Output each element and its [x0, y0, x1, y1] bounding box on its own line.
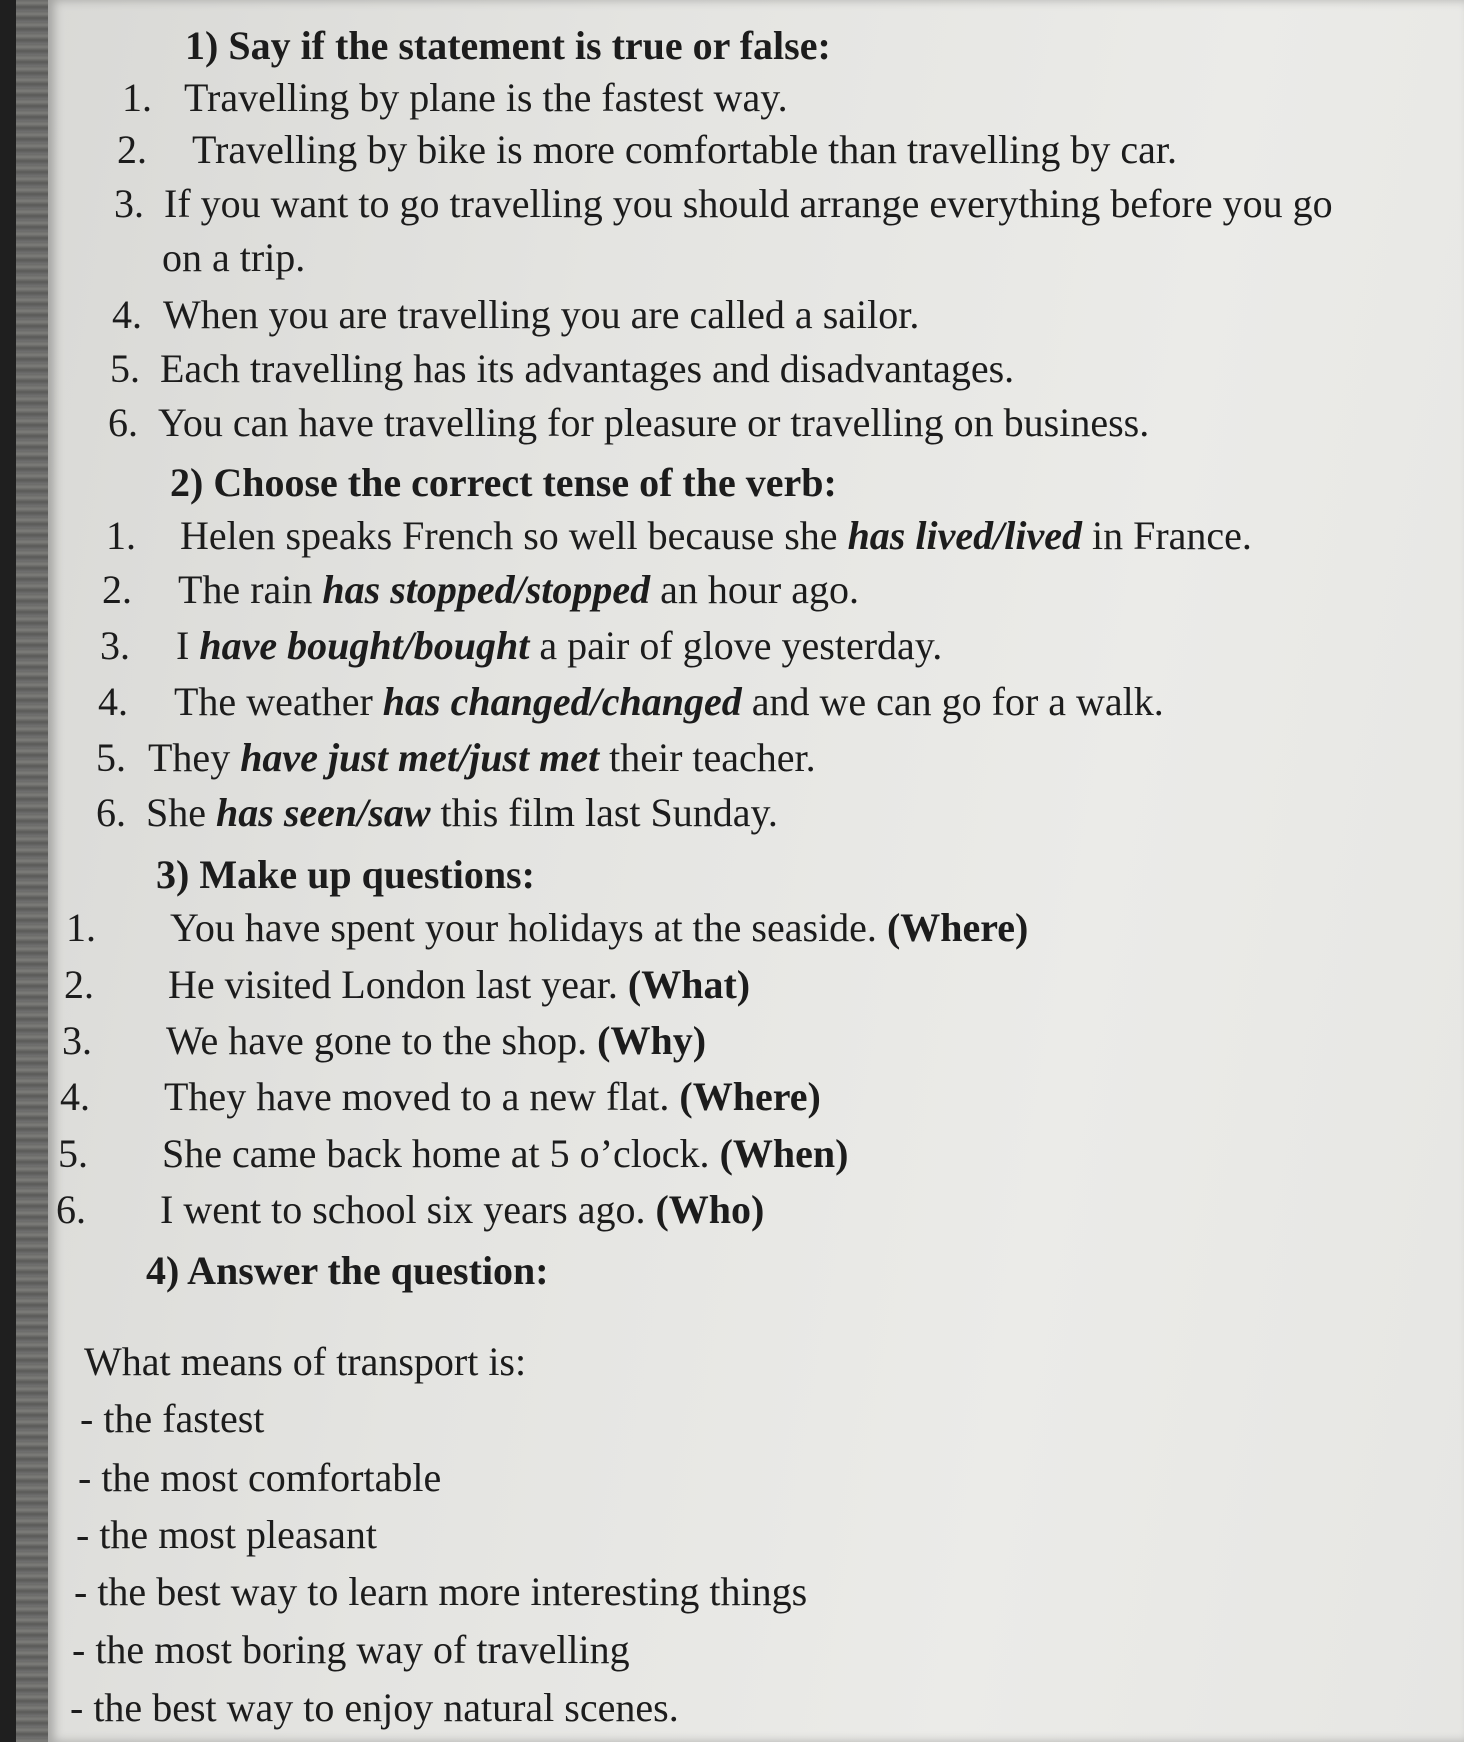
answer-intro: What means of transport is:: [84, 1339, 527, 1384]
item-text: Each travelling has its advantages and disadvantages.: [160, 346, 1015, 391]
item-number: 2.: [64, 962, 94, 1007]
item-number: 3.: [114, 181, 144, 226]
sentence-end: a pair of glove yesterday.: [529, 623, 943, 668]
sentence-start: I: [176, 623, 200, 668]
item-number: 6.: [56, 1187, 86, 1232]
section-2-heading: 2) Choose the correct tense of the verb:: [170, 460, 837, 505]
verb-choice: has lived/lived: [847, 513, 1082, 558]
statement-text: They have moved to a new flat.: [164, 1074, 680, 1119]
verb-choice: has changed/changed: [382, 679, 742, 724]
section-1-heading: 1) Say if the statement is true or false:: [185, 23, 831, 68]
answer-item: - the fastest: [80, 1396, 265, 1441]
item-number: 4.: [60, 1074, 90, 1119]
answer-item: - the most boring way of travelling: [72, 1627, 630, 1672]
sentence-start: They: [148, 735, 241, 780]
item-number: 5.: [96, 735, 126, 780]
answer-item: - the most pleasant: [76, 1512, 378, 1557]
verb-choice: have just met/just met: [240, 735, 600, 780]
item-number: 5.: [110, 346, 140, 391]
sentence-end: their teacher.: [599, 735, 816, 780]
sentence-end: and we can go for a walk.: [741, 679, 1164, 724]
question-word: (What): [627, 962, 751, 1007]
statement-text: She came back home at 5 o’clock.: [162, 1131, 720, 1176]
item-number: 1.: [106, 513, 136, 558]
sentence-start: The weather: [174, 679, 383, 724]
sentence-start: Helen speaks French so well because she: [180, 513, 848, 558]
item-number: 2.: [117, 127, 147, 172]
item-number: 3.: [100, 623, 130, 668]
statement-text: We have gone to the shop.: [166, 1018, 598, 1063]
item-number: 4.: [112, 292, 142, 337]
item-text: Travelling by bike is more comfortable than travelling by car.: [192, 127, 1177, 172]
item-number: 2.: [102, 567, 132, 612]
answer-item: - the best way to learn more interesting things: [74, 1569, 808, 1614]
answer-item: - the best way to enjoy natural scenes.: [70, 1685, 679, 1730]
item-text: Travelling by plane is the fastest way.: [184, 75, 788, 120]
item-text-continuation: on a trip.: [162, 235, 306, 280]
item-number: 1.: [122, 75, 152, 120]
item-text: If you want to go travelling you should arrange everything before you go: [164, 181, 1333, 226]
item-number: 6.: [108, 400, 138, 445]
answer-item: - the most comfortable: [78, 1455, 442, 1500]
item-number: 4.: [98, 679, 128, 724]
statement-text: He visited London last year.: [168, 962, 628, 1007]
sentence-end: this film last Sunday.: [430, 790, 778, 835]
item-number: 1.: [66, 905, 96, 950]
section-4-heading: 4) Answer the question:: [146, 1248, 549, 1293]
sentence-end: in France.: [1081, 513, 1252, 558]
question-word: (Who): [655, 1187, 765, 1232]
item-text: You can have travelling for pleasure or travelling on business.: [158, 400, 1150, 445]
sentence-end: an hour ago.: [650, 567, 859, 612]
item-number: 6.: [96, 790, 126, 835]
sentence-start: She: [146, 790, 216, 835]
verb-choice: has seen/saw: [216, 790, 431, 835]
item-text: When you are travelling you are called a sailor.: [163, 292, 920, 337]
statement-text: I went to school six years ago.: [160, 1187, 656, 1232]
sentence-start: The rain: [178, 567, 323, 612]
verb-choice: has stopped/stopped: [322, 567, 651, 612]
statement-text: You have spent your holidays at the seaside.: [170, 905, 887, 950]
item-number: 3.: [62, 1018, 92, 1063]
item-number: 5.: [58, 1131, 88, 1176]
verb-choice: have bought/bought: [199, 623, 530, 668]
background-edge: [0, 0, 16, 1742]
question-word: (When): [719, 1131, 849, 1176]
question-word: (Where): [679, 1074, 821, 1119]
question-word: (Why): [597, 1018, 707, 1063]
section-3-heading: 3) Make up questions:: [156, 852, 535, 897]
question-word: (Where): [886, 905, 1029, 950]
